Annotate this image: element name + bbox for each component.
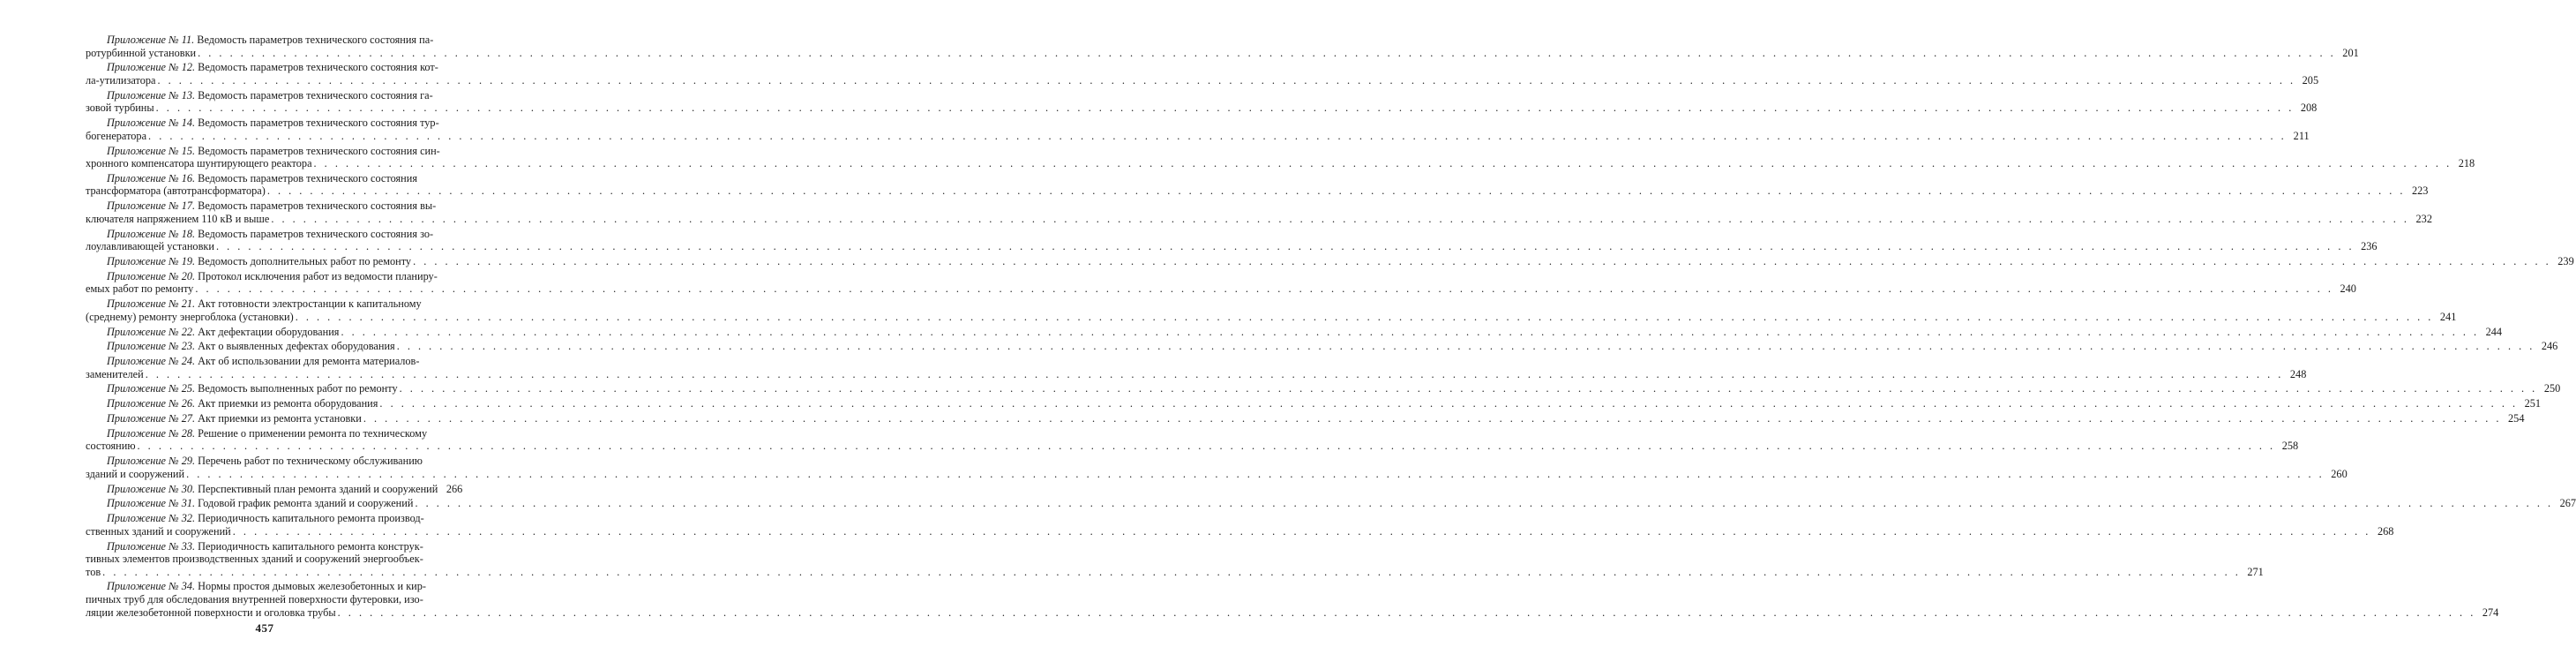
dot-leader: . . . . . . . . . . . . . . . . . . . . . . . . . . . . . . . . . . . . . . . . . . . . . . . . . . . . . . . . . . . . . . . . . . . . . . . . . . . . . . . . . . . . . . . . . . . . . . . . . . . . . . . . . . . . . . . . . . . . . . . . . . . . . . . . . . . . . . . . . . . . . . . . . . . . . . . . . . . . . . . . . . . . . . . . . . . . . . . . . . . . . . . . . . . . . . . . . . . . . . . . <box>379 397 2519 410</box>
entry-title-line: тов <box>86 565 101 578</box>
dot-leader: . . . . . . . . . . . . . . . . . . . . . . . . . . . . . . . . . . . . . . . . . . . . . . . . . . . . . . . . . . . . . . . . . . . . . . . . . . . . . . . . . . . . . . . . . . . . . . . . . . . . . . . . . . . . . . . . . . . . . . . . . . . . . . . . . . . . . . . . . . . . . . . . . . . . . . . . . . . . . . . . . . . . . . . . . . . . . . . . . . . . . . . . . . . . . . . . . . . . . . . . <box>271 212 2409 225</box>
toc-entry <box>86 482 463 496</box>
dot-leader: . . . . . . . . . . . . . . . . . . . . . . . . . . . . . . . . . . . . . . . . . . . . . . . . . . . . . . . . . . . . . . . . . . . . . . . . . . . . . . . . . . . . . . . . . . . . . . . . . . . . . . . . . . . . . . . . . . . . . . . . . . . . . . . . . . . . . . . . . . . . . . . . . . . . . . . . . . . . . . . . . . . . . . . . . . . . . . . . . . . . . . . . . . . . . . . . . . . . . . . . <box>232 524 2371 538</box>
entry-title-line: зовой турбины <box>86 102 154 115</box>
toc-entry <box>86 199 2432 225</box>
entry-title-line: зданий и сооружений <box>86 467 185 480</box>
entry-page-number: 246 <box>2541 340 2558 353</box>
entry-page-number: 201 <box>2342 46 2359 59</box>
dot-leader: . . . . . . . . . . . . . . . . . . . . . . . . . . . . . . . . . . . . . . . . . . . . . . . . . . . . . . . . . . . . . . . . . . . . . . . . . . . . . . . . . . . . . . . . . . . . . . . . . . . . . . . . . . . . . . . . . . . . . . . . . . . . . . . . . . . . . . . . . . . . . . . . . . . . . . . . . . . . . . . . . . . . . . . . . . . . . . . . . . . . . . . . . . . . . . . . . . . . . . . . <box>215 240 2355 253</box>
toc-entry <box>86 144 2475 170</box>
appendix-label: Приложение № 28. <box>107 426 196 440</box>
entry-title-line: ключателя напряжением 110 кВ и выше <box>86 212 270 225</box>
toc-entry <box>86 539 2264 579</box>
entry-page-number: 258 <box>2281 440 2299 453</box>
entry-page-number: 240 <box>2340 282 2356 296</box>
entry-title-line: ственных зданий и сооружений <box>86 524 231 538</box>
appendix-label: Приложение № 25. <box>107 382 196 395</box>
dot-leader: . . . . . . . . . . . . . . . . . . . . . . . . . . . . . . . . . . . . . . . . . . . . . . . . . . . . . . . . . . . . . . . . . . . . . . . . . . . . . . . . . . . . . . . . . . . . . . . . . . . . . . . . . . . . . . . . . . . . . . . . . . . . . . . . . . . . . . . . . . . . . . . . . . . . . . . . . . . . . . . . . . . . . . . . . . . . . . . . . . . . . . . . . . . . . . . . . . . . . . . . <box>341 325 2480 338</box>
table-of-contents <box>86 34 2576 621</box>
toc-entry <box>86 355 2307 380</box>
entry-title-line: Ведомость выполненных работ по ремонту <box>198 382 398 395</box>
toc-entry <box>86 227 2378 253</box>
dot-leader: . . . . . . . . . . . . . . . . . . . . . . . . . . . . . . . . . . . . . . . . . . . . . . . . . . . . . . . . . . . . . . . . . . . . . . . . . . . . . . . . . . . . . . . . . . . . . . . . . . . . . . . . . . . . . . . . . . . . . . . . . . . . . . . . . . . . . . . . . . . . . . . . . . . . . . . . . . . . . . . . . . . . . . . . . . . . . . . . . . . . . . . . . . . . . . . . . . . . . . . . <box>415 497 2554 510</box>
entry-title-line: Ведомость параметров технического состояния <box>198 171 417 184</box>
entry-title-line: Нормы простоя дымовых железобетонных и кир- <box>198 580 427 593</box>
entry-title-line: ляции железобетонной поверхности и оголовка трубы <box>86 606 336 619</box>
entry-page-number: 223 <box>2412 184 2429 198</box>
entry-title-line: (среднему) ремонту энергоблока (установки) <box>86 310 294 323</box>
entry-title-line: Ведомость параметров технического состояния кот- <box>198 61 438 74</box>
toc-entry <box>86 382 2561 395</box>
appendix-label: Приложение № 16. <box>107 171 196 184</box>
entry-title-line: богенератора <box>86 129 147 142</box>
entry-title-line: Перспективный план ремонта зданий и сооружений <box>198 482 438 495</box>
entry-title-line: Акт приемки из ремонта оборудования <box>198 397 378 410</box>
dot-leader: . . . . . . . . . . . . . . . . . . . . . . . . . . . . . . . . . . . . . . . . . . . . . . . . . . . . . . . . . . . . . . . . . . . . . . . . . . . . . . . . . . . . . . . . . . . . . . . . . . . . . . . . . . . . . . . . . . . . . . . . . . . . . . . . . . . . . . . . . . . . . . . . . . . . . . . . . . . . . . . . . . . . . . . . . . . . . . . . . . . . . . . . . . . . . . . . . . . . . . . . <box>337 606 2476 619</box>
entry-page-number: 218 <box>2458 157 2475 170</box>
entry-title-line: Перечень работ по техническому обслуживанию <box>198 455 423 468</box>
appendix-label: Приложение № 30. <box>107 482 196 495</box>
appendix-label: Приложение № 17. <box>107 199 196 213</box>
appendix-label: Приложение № 18. <box>107 227 196 240</box>
appendix-label: Приложение № 34. <box>107 580 196 593</box>
appendix-label: Приложение № 20. <box>107 269 196 282</box>
toc-entry <box>86 255 2574 268</box>
entry-title-line: Акт о выявленных дефектах оборудования <box>198 340 395 353</box>
dot-leader: . . . . . . . . . . . . . . . . . . . . . . . . . . . . . . . . . . . . . . . . . . . . . . . . . . . . . . . . . . . . . . . . . . . . . . . . . . . . . . . . . . . . . . . . . . . . . . . . . . . . . . . . . . . . . . . . . . . . . . . . . . . . . . . . . . . . . . . . . . . . . . . . . . . . . . . . . . . . . . . . . . . . . . . . . . . . . . . . . . . . . . . . . . . . . . . . . . . . . . . . <box>102 565 2241 578</box>
appendix-label: Приложение № 23. <box>107 340 196 353</box>
toc-entry <box>86 269 2356 296</box>
dot-leader: . . . . . . . . . . . . . . . . . . . . . . . . . . . . . . . . . . . . . . . . . . . . . . . . . . . . . . . . . . . . . . . . . . . . . . . . . . . . . . . . . . . . . . . . . . . . . . . . . . . . . . . . . . . . . . . . . . . . . . . . . . . . . . . . . . . . . . . . . . . . . . . . . . . . . . . . . . . . . . . . . . . . . . . . . . . . . . . . . . . . . . . . . . . . . . . . . . . . . . . . <box>148 129 2287 142</box>
dot-leader: . . . . . . . . . . . . . . . . . . . . . . . . . . . . . . . . . . . . . . . . . . . . . . . . . . . . . . . . . . . . . . . . . . . . . . . . . . . . . . . . . . . . . . . . . . . . . . . . . . . . . . . . . . . . . . . . . . . . . . . . . . . . . . . . . . . . . . . . . . . . . . . . . . . . . . . . . . . . . . . . . . . . . . . . . . . . . . . . . . . . . . . . . . . . . . . . . . . . . . . . <box>313 157 2452 170</box>
entry-title-line: Ведомость параметров технического состояния зо- <box>198 227 434 240</box>
entry-page-number: 239 <box>2557 255 2574 267</box>
appendix-label: Приложение № 21. <box>107 297 196 311</box>
appendix-label: Приложение № 31. <box>107 497 196 510</box>
entry-page-number: 268 <box>2377 524 2394 538</box>
dot-leader: . . . . . . . . . . . . . . . . . . . . . . . . . . . . . . . . . . . . . . . . . . . . . . . . . . . . . . . . . . . . . . . . . . . . . . . . . . . . . . . . . . . . . . . . . . . . . . . . . . . . . . . . . . . . . . . . . . . . . . . . . . . . . . . . . . . . . . . . . . . . . . . . . . . . . . . . . . . . . . . . . . . . . . . . . . . . . . . . . . . . . . . . . . . . . . . . . . . . . . . . <box>396 340 2535 353</box>
entry-page-number: 236 <box>2361 240 2378 253</box>
entry-title-line: Ведомость параметров технического состояния вы- <box>198 199 437 213</box>
dot-leader: . . . . . . . . . . . . . . . . . . . . . . . . . . . . . . . . . . . . . . . . . . . . . . . . . . . . . . . . . . . . . . . . . . . . . . . . . . . . . . . . . . . . . . . . . . . . . . . . . . . . . . . . . . . . . . . . . . . . . . . . . . . . . . . . . . . . . . . . . . . . . . . . . . . . . . . . . . . . . . . . . . . . . . . . . . . . . . . . . . . . . . . . . . . . . . . . . . . . . . . . <box>295 310 2434 323</box>
appendix-label: Приложение № 13. <box>107 88 196 102</box>
entry-page-number: 271 <box>2247 565 2264 578</box>
entry-title-line: Ведомость параметров технического состояния син- <box>198 144 440 157</box>
toc-entry <box>86 455 2348 480</box>
entry-title-line: Акт готовности электростанции к капитальному <box>198 297 422 311</box>
appendix-label: Приложение № 24. <box>107 355 196 368</box>
entry-page-number: 208 <box>2300 102 2318 115</box>
toc-entry <box>86 171 2429 198</box>
entry-title-line: Протокол исключения работ из ведомости планиру- <box>198 269 438 282</box>
entry-title-line: состоянию <box>86 440 136 453</box>
entry-page-number: 232 <box>2415 212 2432 225</box>
entry-page-number: 241 <box>2439 310 2457 323</box>
entry-title-line: пичных труб для обследования внутренней поверхности футеровки, изо- <box>86 593 423 606</box>
entry-page-number: 267 <box>2559 497 2576 510</box>
dot-leader: . . . . . . . . . . . . . . . . . . . . . . . . . . . . . . . . . . . . . . . . . . . . . . . . . . . . . . . . . . . . . . . . . . . . . . . . . . . . . . . . . . . . . . . . . . . . . . . . . . . . . . . . . . . . . . . . . . . . . . . . . . . . . . . . . . . . . . . . . . . . . . . . . . . . . . . . . . . . . . . . . . . . . . . . . . . . . . . . . . . . . . . . . . . . . . . . . . . . . . . . <box>363 412 2502 425</box>
dot-leader: . . . . . . . . . . . . . . . . . . . . . . . . . . . . . . . . . . . . . . . . . . . . . . . . . . . . . . . . . . . . . . . . . . . . . . . . . . . . . . . . . . . . . . . . . . . . . . . . . . . . . . . . . . . . . . . . . . . . . . . . . . . . . . . . . . . . . . . . . . . . . . . . . . . . . . . . . . . . . . . . . . . . . . . . . . . . . . . . . . . . . . . . . . . . . . . . . . . . . . . . <box>155 102 2295 115</box>
entry-page-number: 254 <box>2508 412 2525 425</box>
entry-page-number: 266 <box>446 482 463 495</box>
entry-title-line: Решение о применении ремонта по техническому <box>198 426 428 440</box>
dot-leader: . . . . . . . . . . . . . . . . . . . . . . . . . . . . . . . . . . . . . . . . . . . . . . . . . . . . . . . . . . . . . . . . . . . . . . . . . . . . . . . . . . . . . . . . . . . . . . . . . . . . . . . . . . . . . . . . . . . . . . . . . . . . . . . . . . . . . . . . . . . . . . . . . . . . . . . . . . . . . . . . . . . . . . . . . . . . . . . . . . . . . . . . . . . . . . . . . . . . . . . . <box>145 367 2284 380</box>
entry-page-number: 260 <box>2331 467 2348 480</box>
appendix-label: Приложение № 14. <box>107 117 196 130</box>
toc-entry <box>86 117 2310 142</box>
entry-title-line: ла-утилизатора <box>86 73 156 87</box>
appendix-label: Приложение № 19. <box>107 255 196 267</box>
appendix-label: Приложение № 15. <box>107 144 196 157</box>
toc-entry <box>86 580 2499 619</box>
dot-leader: . . . . . . . . . . . . . . . . . . . . . . . . . . . . . . . . . . . . . . . . . . . . . . . . . . . . . . . . . . . . . . . . . . . . . . . . . . . . . . . . . . . . . . . . . . . . . . . . . . . . . . . . . . . . . . . . . . . . . . . . . . . . . . . . . . . . . . . . . . . . . . . . . . . . . . . . . . . . . . . . . . . . . . . . . . . . . . . . . . . . . . . . . . . . . . . . . . . . . . . . <box>157 73 2296 87</box>
appendix-label: Приложение № 29. <box>107 455 196 468</box>
entry-title-line: хронного компенсатора шунтирующего реактора <box>86 157 312 170</box>
toc-entry <box>86 397 2542 410</box>
entry-page-number: 274 <box>2482 606 2499 619</box>
appendix-label: Приложение № 26. <box>107 397 196 410</box>
dot-leader: . . . . . . . . . . . . . . . . . . . . . . . . . . . . . . . . . . . . . . . . . . . . . . . . . . . . . . . . . . . . . . . . . . . . . . . . . . . . . . . . . . . . . . . . . . . . . . . . . . . . . . . . . . . . . . . . . . . . . . . . . . . . . . . . . . . . . . . . . . . . . . . . . . . . . . . . . . . . . . . . . . . . . . . . . . . . . . . . . . . . . . . . . . . . . . . . . . . . . . . . <box>137 440 2276 453</box>
entry-page-number: 205 <box>2302 73 2319 87</box>
dot-leader: . . . . . . . . . . . . . . . . . . . . . . . . . . . . . . . . . . . . . . . . . . . . . . . . . . . . . . . . . . . . . . . . . . . . . . . . . . . . . . . . . . . . . . . . . . . . . . . . . . . . . . . . . . . . . . . . . . . . . . . . . . . . . . . . . . . . . . . . . . . . . . . . . . . . . . . . . . . . . . . . . . . . . . . . . . . . . . . . . . . . . . . . . . . . . . . . . . . . . . . . <box>413 255 2551 267</box>
toc-entry <box>86 325 2503 339</box>
entry-title-line: ротурбинной установки <box>86 46 197 59</box>
dot-leader: . . . . . . . . . . . . . . . . . . . . . . . . . . . . . . . . . . . . . . . . . . . . . . . . . . . . . . . . . . . . . . . . . . . . . . . . . . . . . . . . . . . . . . . . . . . . . . . . . . . . . . . . . . . . . . . . . . . . . . . . . . . . . . . . . . . . . . . . . . . . . . . . . . . . . . . . . . . . . . . . . . . . . . . . . . . . . . . . . . . . . . . . . . . . . . . . . . . . . . . . <box>198 46 2336 59</box>
dot-leader: . . . . . . . . . . . . . . . . . . . . . . . . . . . . . . . . . . . . . . . . . . . . . . . . . . . . . . . . . . . . . . . . . . . . . . . . . . . . . . . . . . . . . . . . . . . . . . . . . . . . . . . . . . . . . . . . . . . . . . . . . . . . . . . . . . . . . . . . . . . . . . . . . . . . . . . . . . . . . . . . . . . . . . . . . . . . . . . . . . . . . . . . . . . . . . . . . . . . . . . . <box>266 184 2406 198</box>
toc-entry <box>86 512 2394 538</box>
toc-entry <box>86 412 2525 425</box>
toc-entry <box>86 61 2319 87</box>
entry-page-number: 211 <box>2293 129 2310 142</box>
toc-entry <box>86 497 2576 510</box>
toc-entry <box>86 340 2558 353</box>
appendix-label: Приложение № 22. <box>107 325 196 338</box>
dot-leader: . . . . . . . . . . . . . . . . . . . . . . . . . . . . . . . . . . . . . . . . . . . . . . . . . . . . . . . . . . . . . . . . . . . . . . . . . . . . . . . . . . . . . . . . . . . . . . . . . . . . . . . . . . . . . . . . . . . . . . . . . . . . . . . . . . . . . . . . . . . . . . . . . . . . . . . . . . . . . . . . . . . . . . . . . . . . . . . . . . . . . . . . . . . . . . . . . . . . . . . . <box>399 382 2538 395</box>
entry-title-line: Периодичность капитального ремонта конструк- <box>198 539 423 553</box>
entry-title-line: лоулавливающей установки <box>86 240 214 253</box>
entry-title-line: Ведомость дополнительных работ по ремонту <box>198 255 412 267</box>
entry-title-line: заменителей <box>86 367 144 380</box>
page-number: 457 <box>255 621 274 635</box>
entry-title-line: трансформатора (автотрансформатора) <box>86 184 266 198</box>
appendix-label: Приложение № 11. <box>107 34 195 46</box>
appendix-label: Приложение № 33. <box>107 539 196 553</box>
dot-leader: . . . . . . . . . . . . . . . . . . . . . . . . . . . . . . . . . . . . . . . . . . . . . . . . . . . . . . . . . . . . . . . . . . . . . . . . . . . . . . . . . . . . . . . . . . . . . . . . . . . . . . . . . . . . . . . . . . . . . . . . . . . . . . . . . . . . . . . . . . . . . . . . . . . . . . . . . . . . . . . . . . . . . . . . . . . . . . . . . . . . . . . . . . . . . . . . . . . . . . . . <box>186 467 2325 480</box>
entry-title-line: Ведомость параметров технического состояния тур- <box>198 117 439 130</box>
entry-title-line: Периодичность капитального ремонта производ- <box>198 512 424 525</box>
entry-title-line: Акт приемки из ремонта установки <box>198 412 362 425</box>
entry-page-number: 248 <box>2289 367 2307 380</box>
appendix-label: Приложение № 32. <box>107 512 196 525</box>
appendix-label: Приложение № 12. <box>107 61 196 74</box>
toc-entry <box>86 426 2299 453</box>
entry-title-line: тивных элементов производственных зданий и сооружений энергообъек- <box>86 553 423 566</box>
entry-page-number: 244 <box>2485 325 2503 338</box>
entry-title-line: Годовой график ремонта зданий и сооружений <box>198 497 414 510</box>
dot-leader: . . . . . . . . . . . . . . . . . . . . . . . . . . . . . . . . . . . . . . . . . . . . . . . . . . . . . . . . . . . . . . . . . . . . . . . . . . . . . . . . . . . . . . . . . . . . . . . . . . . . . . . . . . . . . . . . . . . . . . . . . . . . . . . . . . . . . . . . . . . . . . . . . . . . . . . . . . . . . . . . . . . . . . . . . . . . . . . . . . . . . . . . . . . . . . . . . . . . . . . . <box>195 282 2333 296</box>
toc-entry <box>86 34 2359 59</box>
appendix-label: Приложение № 27. <box>107 412 196 425</box>
entry-page-number: 251 <box>2524 397 2542 410</box>
entry-title-line: Акт об использовании для ремонта материалов- <box>198 355 420 368</box>
entry-title-line: емых работ по ремонту <box>86 282 194 296</box>
toc-entry <box>86 297 2457 323</box>
entry-title-line: Акт дефектации оборудования <box>198 325 340 338</box>
entry-title-line: Ведомость параметров технического состояния га- <box>198 88 433 102</box>
entry-title-line: Ведомость параметров технического состояния па- <box>197 34 434 46</box>
entry-page-number: 250 <box>2543 382 2561 395</box>
toc-entry <box>86 88 2318 115</box>
